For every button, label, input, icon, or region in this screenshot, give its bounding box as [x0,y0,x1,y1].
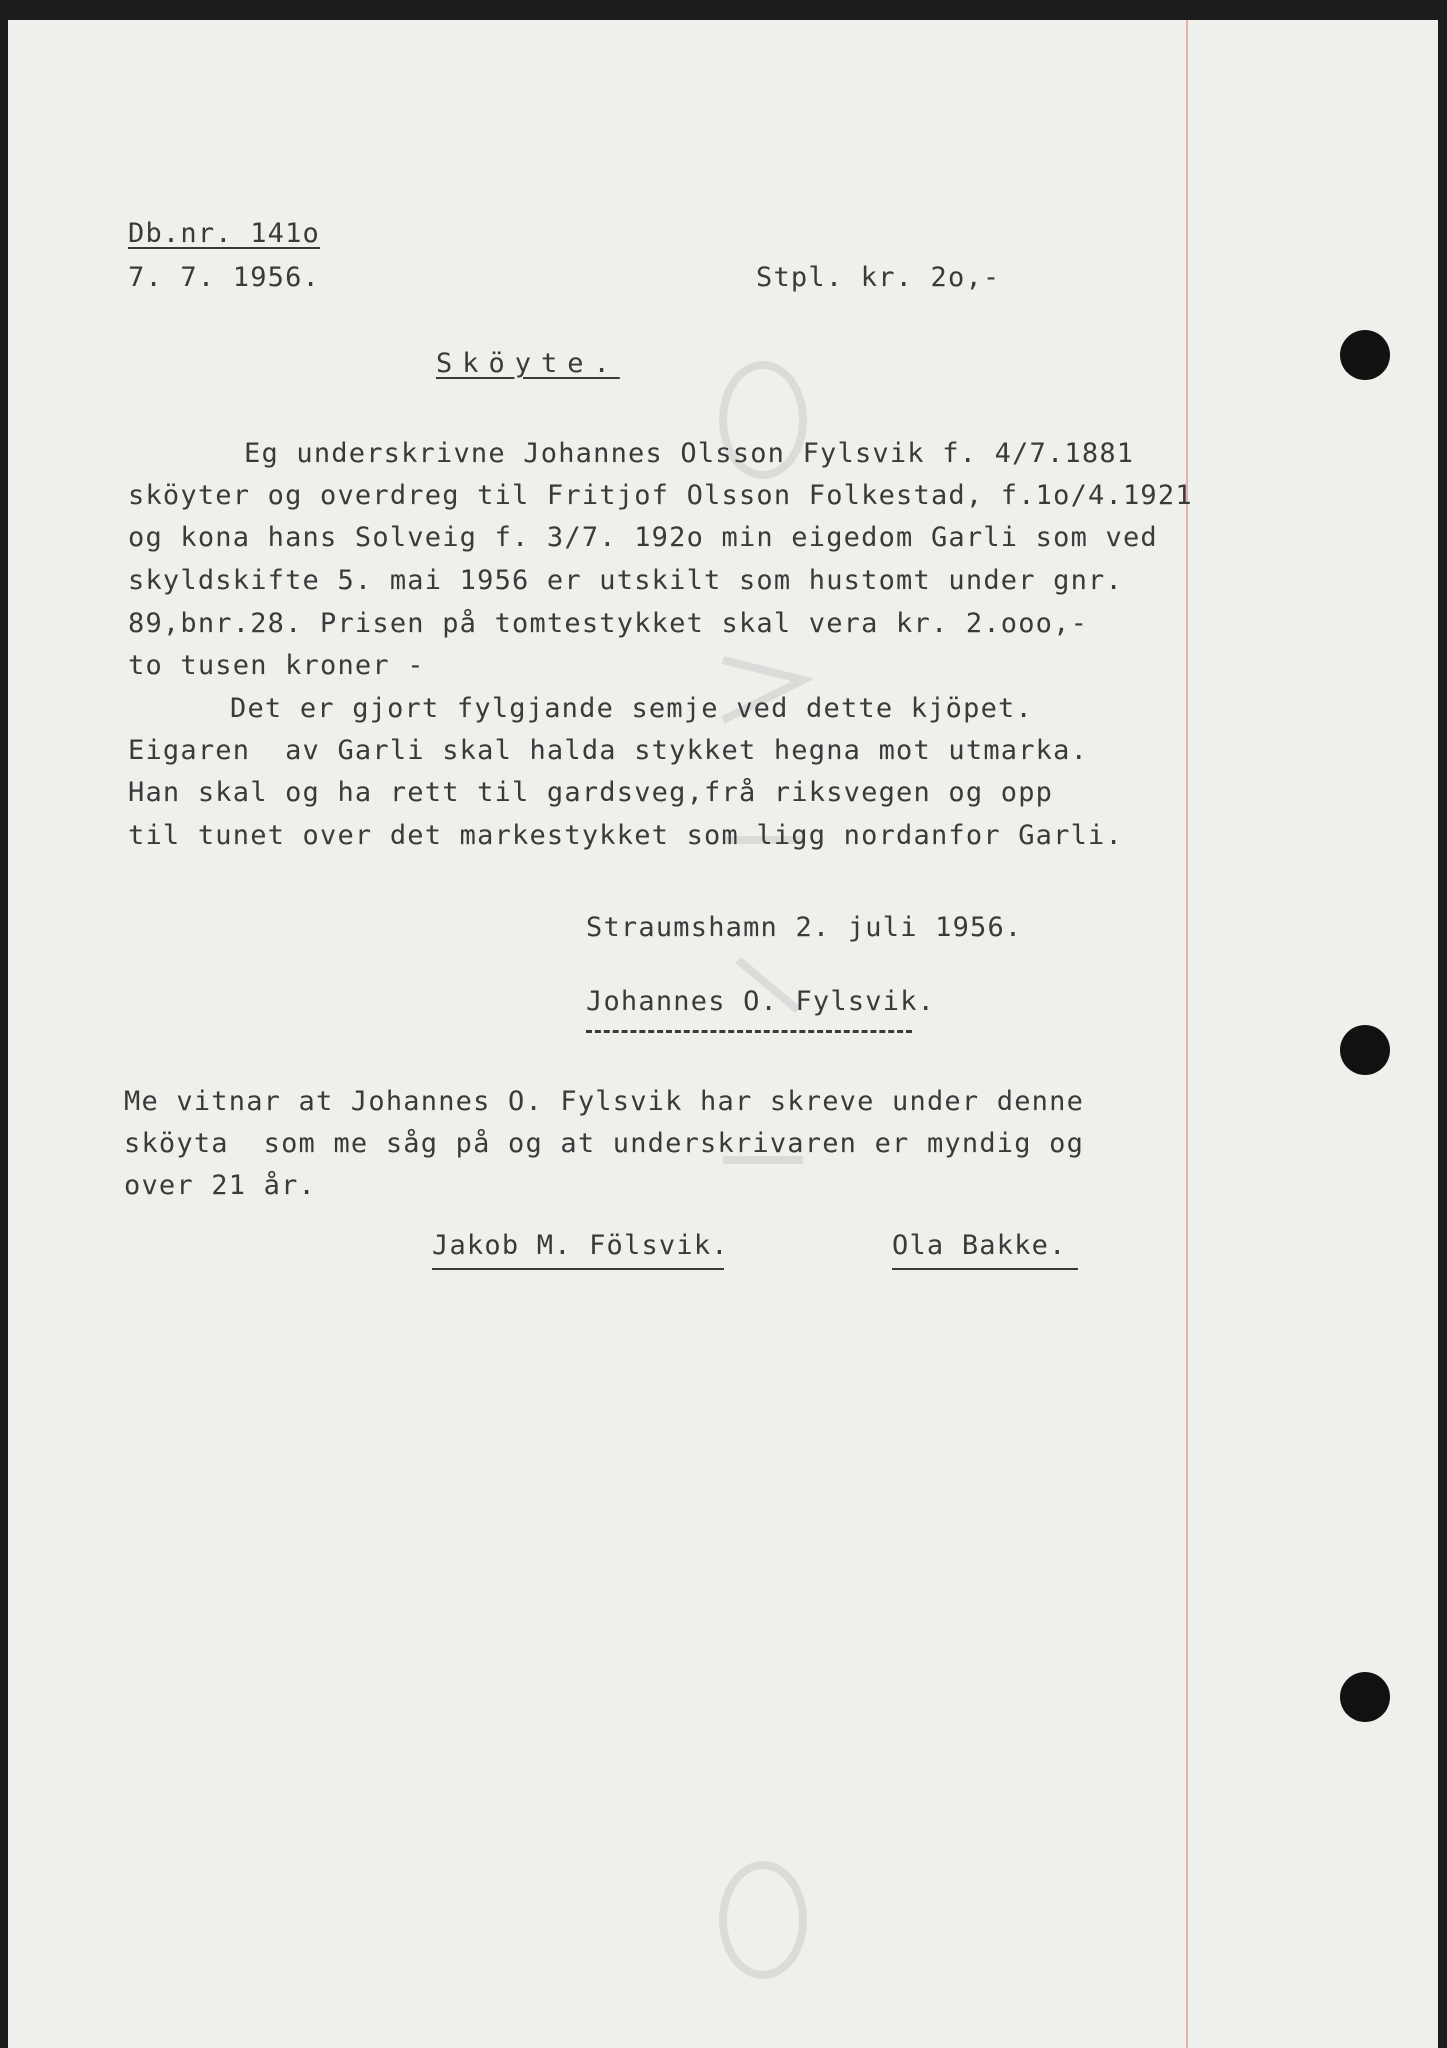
signature-dashed-line [586,1030,912,1033]
punch-hole-top [1340,330,1390,380]
body-line: sköyter og overdreg til Fritjof Olsson Folkestad, f.1o/4.1921 [128,480,1193,511]
witness-signature-first: Jakob M. Fölsvik. [432,1230,729,1261]
witness-line: Me vitnar at Johannes O. Fylsvik har skreve under denne [124,1086,1085,1117]
witness-line: sköyta som me såg på og at underskrivaren er myndig og [124,1128,1085,1159]
margin-rule [1186,20,1188,2048]
punch-hole-bottom [1340,1672,1390,1722]
document-page [8,20,1438,2048]
witness-line: over 21 år. [124,1170,317,1201]
document-number: Db.nr. 141o [128,218,321,249]
document-title: Sköyte. [436,348,620,379]
stamp-fee: Stpl. kr. 2o,- [756,262,1001,293]
body-line: Han skal og ha rett til gardsveg,frå riksvegen og opp [128,777,1054,808]
body-line: Det er gjort fylgjande semje ved dette kjöpet. [230,693,1033,724]
place-and-date: Straumshamn 2. juli 1956. [586,912,1023,943]
witness-underline-first [432,1268,724,1270]
watermark-stamp [698,60,828,2020]
body-line: skyldskifte 5. mai 1956 er utskilt som hustomt under gnr. [128,565,1123,596]
body-line: 89,bnr.28. Prisen på tomtestykket skal vera kr. 2.ooo,- [128,608,1089,639]
body-line: til tunet over det markestykket som ligg nordanfor Garli. [128,820,1123,851]
body-line: Eg underskrivne Johannes Olsson Fylsvik f. 4/7.1881 [244,438,1135,469]
body-line: og kona hans Solveig f. 3/7. 192o min eigedom Garli som ved [128,522,1158,553]
body-line: Eigaren av Garli skal halda stykket hegna mot utmarka. [128,735,1089,766]
witness-underline-second [892,1268,1078,1270]
document-date: 7. 7. 1956. [128,262,321,293]
body-line: to tusen kroner - [128,650,425,681]
witness-signature-second: Ola Bakke. [892,1230,1067,1261]
punch-hole-middle [1340,1025,1390,1075]
signatory-name: Johannes O. Fylsvik. [586,986,936,1017]
